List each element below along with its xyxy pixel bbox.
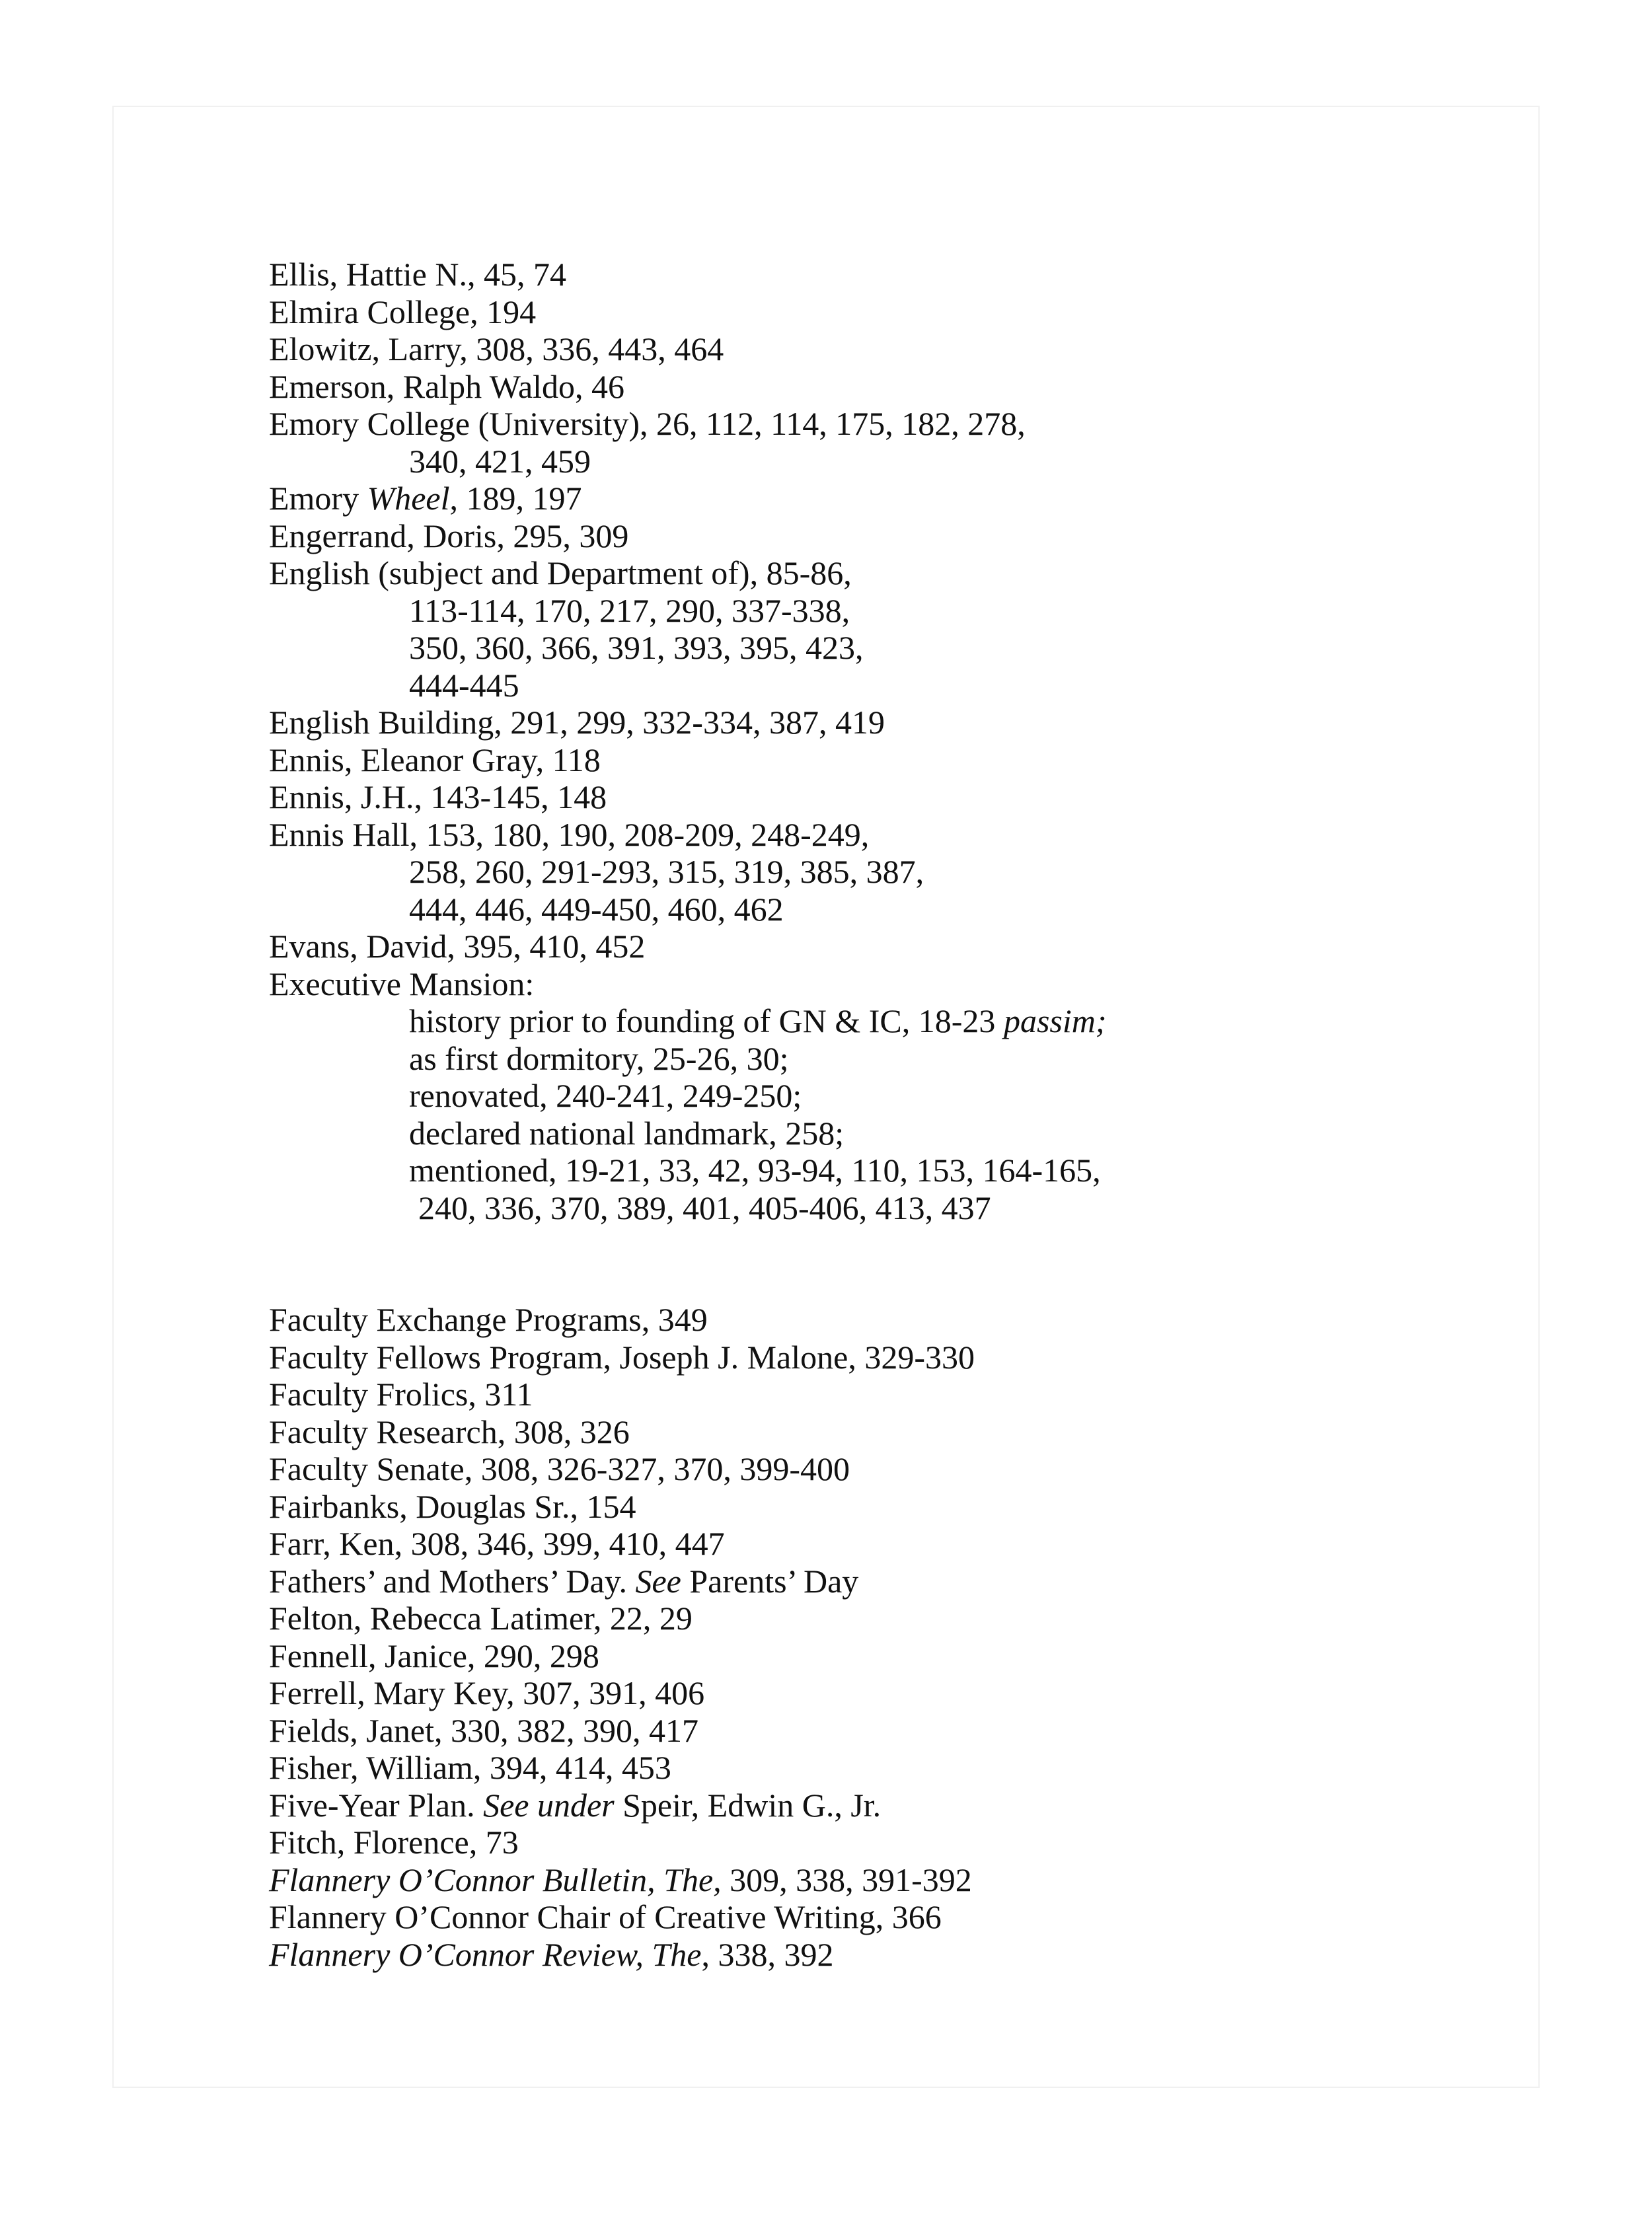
- entry-text: 350, 360, 366, 391, 393, 395, 423,: [409, 629, 864, 666]
- index-entry-felton: [269, 1600, 1524, 1637]
- entry-text: Emory College (University), 26, 112, 114, 175, 182, 278,: [269, 405, 1026, 442]
- index-entry-fairbanks: [269, 1488, 1524, 1526]
- index-subentry-history: [269, 1002, 1524, 1040]
- index-entry-english-building: [269, 704, 1524, 741]
- entry-text-after: , 189, 197: [449, 480, 582, 517]
- entry-text: English (subject and Department of), 85-86,: [269, 554, 852, 591]
- entry-text: Ennis Hall, 153, 180, 190, 208-209, 248-249,: [269, 815, 870, 853]
- entry-text: Elmira College, 194: [269, 293, 537, 330]
- section-gap: [269, 1226, 1524, 1301]
- index-entry-emory-wheel: [269, 480, 1524, 517]
- entry-text-after: Speir, Edwin G., Jr.: [614, 1786, 882, 1824]
- index-entry-ferrell: [269, 1674, 1524, 1712]
- index-subentry-landmark: [269, 1115, 1524, 1152]
- entry-text: 444-445: [409, 666, 519, 704]
- entry-text: Ennis, J.H., 143-145, 148: [269, 778, 607, 815]
- index-entry-continuation: [269, 592, 1524, 630]
- index-entry-faculty-research: [269, 1413, 1524, 1451]
- index-entry-ennis-eleanor: [269, 741, 1524, 779]
- index-entry-ellis: [269, 256, 1524, 293]
- entry-text: Felton, Rebecca Latimer, 22, 29: [269, 1600, 693, 1637]
- index-entry-fields: [269, 1712, 1524, 1750]
- index-entry-continuation: [269, 853, 1524, 891]
- index-entry-english: [269, 554, 1524, 592]
- index-entry-oconnor-review: [269, 1936, 1524, 1974]
- entry-text: history prior to founding of GN & IC, 18-23: [409, 1002, 1004, 1039]
- entry-text: Executive Mansion:: [269, 965, 535, 1002]
- entry-text: Fairbanks, Douglas Sr., 154: [269, 1487, 636, 1525]
- index-entry-ennis-hall: [269, 816, 1524, 854]
- entry-text: Faculty Frolics, 311: [269, 1376, 533, 1413]
- entry-italic-text: See under: [483, 1786, 615, 1824]
- index-entry-oconnor-chair: [269, 1898, 1524, 1936]
- entry-text: as first dormitory, 25-26, 30;: [409, 1039, 789, 1077]
- entry-text: Fisher, William, 394, 414, 453: [269, 1749, 671, 1786]
- entry-text-after: , 338, 392: [701, 1935, 834, 1973]
- index-entry-faculty-senate: [269, 1450, 1524, 1488]
- index-entry-faculty-exchange: [269, 1301, 1524, 1339]
- entry-text: renovated, 240-241, 249-250;: [409, 1077, 802, 1114]
- index-entry-elowitz: [269, 330, 1524, 368]
- index-entry-fennell: [269, 1637, 1524, 1675]
- index-subentry-mentioned: [269, 1152, 1524, 1189]
- entry-text-after: 309, 338, 391-392: [721, 1861, 972, 1898]
- entry-text: mentioned, 19-21, 33, 42, 93-94, 110, 153, 164-165,: [409, 1152, 1101, 1189]
- index-entry-emerson: [269, 368, 1524, 406]
- index-entry-fathers-mothers-day: [269, 1563, 1524, 1600]
- index-entry-continuation: [269, 891, 1524, 928]
- index-entry-executive-mansion: [269, 965, 1524, 1003]
- entry-text: Ennis, Eleanor Gray, 118: [269, 741, 601, 778]
- entry-text: Fitch, Florence, 73: [269, 1824, 519, 1861]
- entry-text: Faculty Research, 308, 326: [269, 1413, 630, 1450]
- entry-text: Faculty Fellows Program, Joseph J. Malone, 329-330: [269, 1338, 975, 1376]
- entry-text: 258, 260, 291-293, 315, 319, 385, 387,: [409, 853, 924, 890]
- entry-italic-text: Wheel: [367, 480, 450, 517]
- entry-text: 113-114, 170, 217, 290, 337-338,: [409, 591, 850, 629]
- entry-text: Faculty Exchange Programs, 349: [269, 1301, 708, 1338]
- entry-text: Fennell, Janice, 290, 298: [269, 1637, 599, 1674]
- index-entry-continuation: [269, 667, 1524, 704]
- entry-text: English Building, 291, 299, 332-334, 387, 419: [269, 704, 885, 741]
- entry-text: Emerson, Ralph Waldo, 46: [269, 367, 625, 405]
- entry-text-after: Parents’ Day: [681, 1562, 859, 1600]
- entry-text: declared national landmark, 258;: [409, 1114, 845, 1152]
- entry-text: 444, 446, 449-450, 460, 462: [409, 890, 784, 928]
- index-entry-evans: [269, 928, 1524, 965]
- index-entry-faculty-fellows: [269, 1339, 1524, 1376]
- entry-text: Five-Year Plan.: [269, 1786, 484, 1824]
- index-subentry-renovated: [269, 1077, 1524, 1115]
- index-entry-fitch: [269, 1824, 1524, 1861]
- entry-text: Faculty Senate, 308, 326-327, 370, 399-400: [269, 1450, 850, 1487]
- entry-italic-text: See: [635, 1562, 681, 1600]
- index-page: [269, 256, 1524, 1973]
- entry-text: 340, 421, 459: [409, 442, 591, 480]
- index-entry-fisher: [269, 1749, 1524, 1787]
- entry-text: Fields, Janet, 330, 382, 390, 417: [269, 1711, 698, 1749]
- entry-italic-text: Flannery O’Connor Bulletin, The,: [269, 1861, 722, 1898]
- entry-text: Elowitz, Larry, 308, 336, 443, 464: [269, 330, 724, 367]
- index-entry-continuation: [269, 443, 1524, 480]
- entry-italic-text: Flannery O’Connor Review, The: [269, 1935, 702, 1973]
- index-entry-engerrand: [269, 517, 1524, 555]
- entry-text: Engerrand, Doris, 295, 309: [269, 517, 629, 554]
- entry-text: 240, 336, 370, 389, 401, 405-406, 413, 437: [418, 1189, 991, 1226]
- entry-text: Ellis, Hattie N., 45, 74: [269, 256, 566, 293]
- index-entry-farr: [269, 1525, 1524, 1563]
- index-entry-continuation: [269, 1189, 1524, 1227]
- entry-text: Farr, Ken, 308, 346, 399, 410, 447: [269, 1525, 725, 1562]
- index-entry-elmira-college: [269, 293, 1524, 331]
- index-entry-continuation: [269, 629, 1524, 667]
- entry-italic-text: passim;: [1003, 1002, 1107, 1039]
- entry-text: Ferrell, Mary Key, 307, 391, 406: [269, 1674, 705, 1711]
- index-entry-emory-college: [269, 405, 1524, 443]
- index-entry-ennis-jh: [269, 778, 1524, 816]
- entry-text: Fathers’ and Mothers’ Day.: [269, 1562, 636, 1600]
- entry-text: Flannery O’Connor Chair of Creative Writing, 366: [269, 1898, 942, 1935]
- index-entry-five-year-plan: [269, 1787, 1524, 1824]
- index-subentry-dormitory: [269, 1040, 1524, 1078]
- index-entry-oconnor-bulletin: [269, 1861, 1524, 1899]
- index-entry-faculty-frolics: [269, 1376, 1524, 1413]
- entry-text: Emory: [269, 480, 367, 517]
- entry-text: Evans, David, 395, 410, 452: [269, 928, 646, 965]
